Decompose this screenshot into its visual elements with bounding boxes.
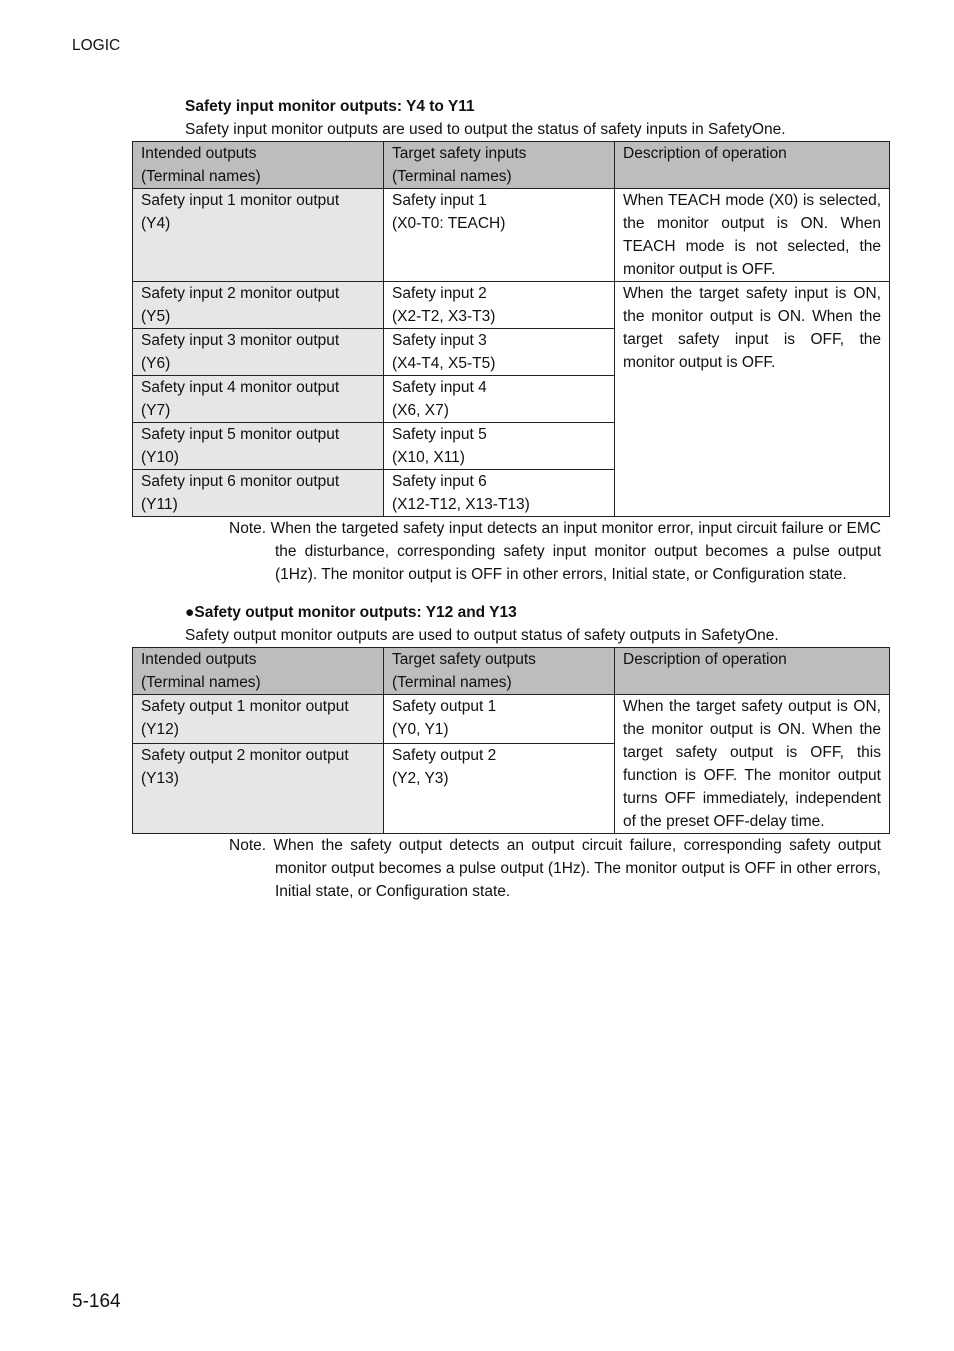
header-intended-outputs bbox=[133, 142, 384, 189]
cell-input bbox=[384, 470, 615, 517]
header-text: (Terminal names) bbox=[141, 168, 261, 185]
cell-output bbox=[133, 470, 384, 517]
header-text: Intended outputs bbox=[141, 145, 257, 162]
input-name: Safety input 2 bbox=[392, 285, 487, 302]
section-heading: ●Safety output monitor outputs: Y12 and Y13 bbox=[185, 604, 517, 621]
section-safety-output-monitor bbox=[132, 601, 890, 903]
output-name: Safety input 2 monitor output bbox=[141, 285, 340, 302]
table-row bbox=[133, 282, 890, 329]
cell-output bbox=[133, 329, 384, 376]
output-terminal: (Y4) bbox=[141, 215, 171, 232]
section-safety-input-monitor bbox=[132, 95, 890, 586]
header-target-inputs bbox=[384, 142, 615, 189]
cell-input bbox=[384, 189, 615, 282]
note: Note. When the targeted safety input detects an input monitor error, input circuit failure or EMC the disturbance, corresponding safety input monitor output becomes a pulse output (1Hz). The monitor output is OFF in other errors, Initial state, or Configuration state. bbox=[229, 520, 881, 583]
safety-input-monitor-table bbox=[132, 141, 890, 517]
target-output-name: Safety output 2 bbox=[392, 747, 497, 764]
target-output-terminal: (Y0, Y1) bbox=[392, 721, 449, 738]
cell-input bbox=[384, 423, 615, 470]
header-description: Description of operation bbox=[615, 142, 890, 189]
cell-output bbox=[133, 282, 384, 329]
output-name: Safety input 6 monitor output bbox=[141, 473, 340, 490]
cell-target-output bbox=[384, 744, 615, 834]
header-text: Target safety outputs bbox=[392, 651, 536, 668]
section-heading: Safety input monitor outputs: Y4 to Y11 bbox=[185, 98, 475, 115]
table-row bbox=[133, 695, 890, 744]
output-terminal: (Y7) bbox=[141, 402, 171, 419]
input-name: Safety input 3 bbox=[392, 332, 487, 349]
input-terminal: (X4-T4, X5-T5) bbox=[392, 355, 496, 372]
table-header-row bbox=[133, 648, 890, 695]
input-name: Safety input 6 bbox=[392, 473, 487, 490]
table-header-row bbox=[133, 142, 890, 189]
input-terminal: (X12-T12, X13-T13) bbox=[392, 496, 530, 513]
note: Note. When the safety output detects an output circuit failure, corresponding safety output monitor output becomes a pulse output (1Hz). The monitor output is OFF in other errors, Initial state, or Configuration state. bbox=[229, 837, 881, 900]
header-text: (Terminal names) bbox=[392, 168, 512, 185]
input-name: Safety input 4 bbox=[392, 379, 487, 396]
output-name: Safety output 1 monitor output bbox=[141, 698, 349, 715]
output-name: Safety input 1 monitor output bbox=[141, 192, 340, 209]
cell-input bbox=[384, 329, 615, 376]
output-name: Safety input 3 monitor output bbox=[141, 332, 340, 349]
input-terminal: (X6, X7) bbox=[392, 402, 449, 419]
input-terminal: (X2-T2, X3-T3) bbox=[392, 308, 496, 325]
header-intended-outputs bbox=[133, 648, 384, 695]
header-text: (Terminal names) bbox=[141, 674, 261, 691]
output-name: Safety output 2 monitor output bbox=[141, 747, 349, 764]
section-intro: Safety input monitor outputs are used to output the status of safety inputs in SafetyOne. bbox=[185, 121, 786, 138]
cell-description-general: When the target safety input is ON, the monitor output is ON. When the target safety input is OFF, the monitor output is OFF. bbox=[615, 282, 890, 517]
cell-output bbox=[133, 744, 384, 834]
cell-input bbox=[384, 282, 615, 329]
cell-description-teach: When TEACH mode (X0) is selected, the monitor output is ON. When TEACH mode is not selected, the monitor output is OFF. bbox=[615, 189, 890, 282]
output-terminal: (Y12) bbox=[141, 721, 179, 738]
target-output-name: Safety output 1 bbox=[392, 698, 497, 715]
output-terminal: (Y6) bbox=[141, 355, 171, 372]
output-terminal: (Y13) bbox=[141, 770, 179, 787]
input-name: Safety input 5 bbox=[392, 426, 487, 443]
cell-output bbox=[133, 695, 384, 744]
output-name: Safety input 4 monitor output bbox=[141, 379, 340, 396]
section-intro: Safety output monitor outputs are used to output status of safety outputs in SafetyOne. bbox=[185, 627, 779, 644]
cell-output bbox=[133, 189, 384, 282]
table-row bbox=[133, 189, 890, 282]
input-name: Safety input 1 bbox=[392, 192, 487, 209]
header-text: Intended outputs bbox=[141, 651, 257, 668]
cell-target-output bbox=[384, 695, 615, 744]
cell-output bbox=[133, 376, 384, 423]
input-terminal: (X10, X11) bbox=[392, 449, 465, 466]
cell-output bbox=[133, 423, 384, 470]
header-target-outputs bbox=[384, 648, 615, 695]
target-output-terminal: (Y2, Y3) bbox=[392, 770, 449, 787]
input-terminal: (X0-T0: TEACH) bbox=[392, 215, 506, 232]
running-head: LOGIC bbox=[72, 37, 121, 54]
header-text: Target safety inputs bbox=[392, 145, 527, 162]
header-text: (Terminal names) bbox=[392, 674, 512, 691]
page-number: 5-164 bbox=[72, 1291, 121, 1312]
header-description: Description of operation bbox=[615, 648, 890, 695]
output-name: Safety input 5 monitor output bbox=[141, 426, 340, 443]
output-terminal: (Y11) bbox=[141, 496, 178, 513]
cell-description: When the target safety output is ON, the monitor output is ON. When the target safety output is OFF, this function is OFF. The monitor output turns OFF immediately, independent of the preset OFF-delay time. bbox=[615, 695, 890, 834]
cell-input bbox=[384, 376, 615, 423]
output-terminal: (Y10) bbox=[141, 449, 179, 466]
safety-output-monitor-table bbox=[132, 647, 890, 834]
output-terminal: (Y5) bbox=[141, 308, 171, 325]
